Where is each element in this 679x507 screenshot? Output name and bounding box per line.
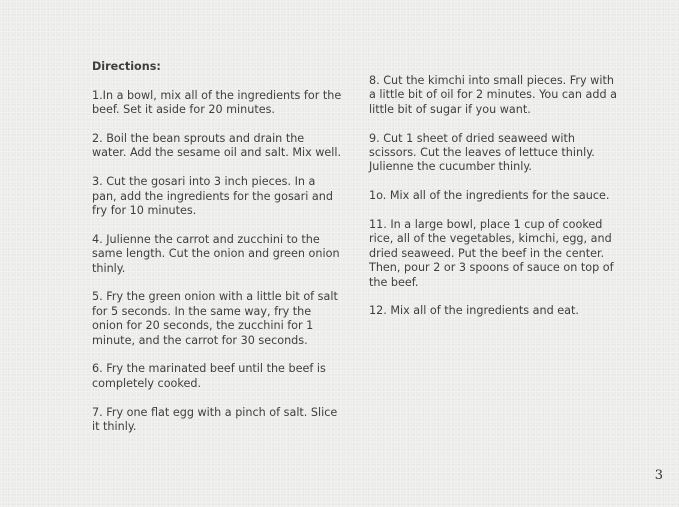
directions-left-column — [92, 60, 342, 449]
step-7: 7. Fry one flat egg with a pinch of salt. Slice it thinly. — [92, 405, 338, 434]
step-5: 5. Fry the green onion with a little bit of salt for 5 seconds. In the same way, fry the onion for 20 seconds, the zucchini for 1 minute, and the carrot for 30 seconds. — [92, 290, 338, 347]
step-3: 3. Cut the gosari into 3 inch pieces. In a pan, add the ingredients for the gosari and fry for 10 minutes. — [92, 175, 333, 218]
step-12: 12. Mix all of the ingredients and eat. — [369, 304, 579, 318]
step-2: 2. Boil the bean sprouts and drain the water. Add the sesame oil and salt. Mix well. — [92, 132, 342, 160]
step-4: 4. Julienne the carrot and zucchini to the same length. Cut the onion and green onion thinly. — [92, 232, 340, 275]
directions-heading: Directions: — [92, 60, 161, 73]
step-6: 6. Fry the marinated beef until the beef is completely cooked. — [92, 362, 326, 390]
step-8: 8. Cut the kimchi into small pieces. Fry with a little bit of oil for 2 minutes. You can add a little bit of sugar if you want. — [369, 74, 618, 116]
step-9: 9. Cut 1 sheet of dried seaweed with scissors. Cut the leaves of lettuce thinly. Julienne the cucumber thinly. — [369, 131, 595, 174]
step-1: 1.In a bowl, mix all of the ingredients for the beef. Set it aside for 20 minutes. — [92, 88, 342, 117]
directions-right-column — [369, 74, 619, 333]
step-10: 1o. Mix all of the ingredients for the sauce. — [369, 189, 610, 203]
page-number: 3 — [654, 468, 663, 483]
step-11: 11. In a large bowl, place 1 cup of cooked rice, all of the vegetables, kimchi, egg, and dried seaweed. Put the beef in the center. Then, pour 2 or 3 spoons of sauce on top of the beef. — [369, 218, 614, 289]
